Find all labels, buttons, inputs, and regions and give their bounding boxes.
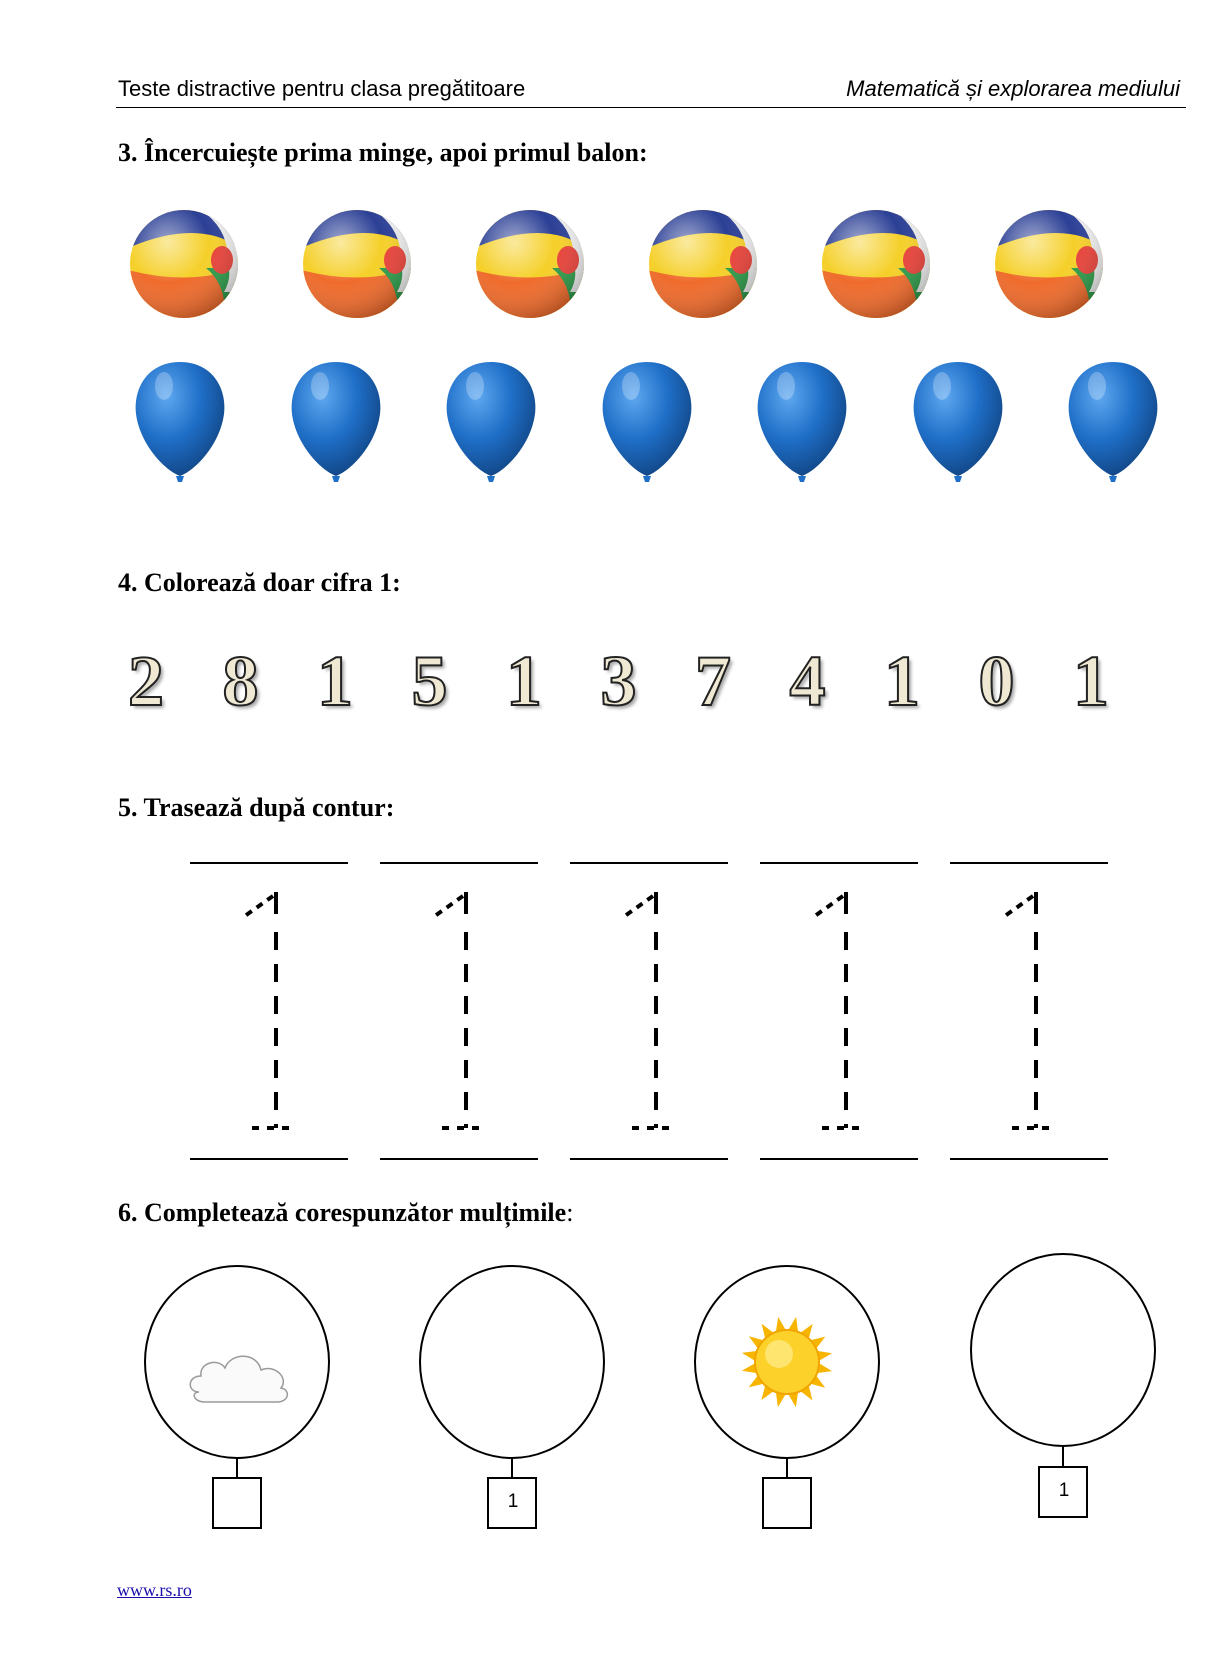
balloon-icon[interactable] [286, 358, 386, 493]
task4-title: 4. Colorează doar cifra 1: [118, 568, 401, 597]
trace-top-line [570, 862, 728, 864]
trace-bottom-line [760, 1158, 918, 1160]
set-diagram [418, 1264, 608, 1537]
trace-top-line [190, 862, 348, 864]
task5-title: 5. Trasează după contur: [118, 793, 395, 822]
dotted-one-icon[interactable] [810, 888, 870, 1143]
balloon-icon[interactable] [597, 358, 697, 493]
trace-top-line [950, 862, 1108, 864]
trace-top-line [760, 862, 918, 864]
set-diagram [693, 1264, 883, 1537]
trace-top-line [380, 862, 538, 864]
balloon-icon[interactable] [130, 358, 230, 493]
trace-bottom-line [190, 1158, 348, 1160]
set-count-box[interactable]: 1 [1058, 1480, 1070, 1501]
beach-ball-icon[interactable] [993, 208, 1105, 325]
dotted-one-icon[interactable] [430, 888, 490, 1143]
trace-bottom-line [950, 1158, 1108, 1160]
task6-title [118, 1198, 573, 1228]
beach-ball-icon[interactable] [474, 208, 586, 325]
trace-bottom-line [380, 1158, 538, 1160]
beach-ball-icon[interactable] [128, 208, 240, 325]
set-count-box[interactable]: 1 [507, 1491, 519, 1512]
digit-7[interactable]: 7 [695, 641, 731, 721]
dotted-one-icon[interactable] [620, 888, 680, 1143]
balloon-icon[interactable] [752, 358, 852, 493]
digit-4[interactable]: 4 [789, 641, 826, 721]
digit-5[interactable]: 5 [411, 641, 448, 721]
set-diagram [143, 1264, 333, 1537]
digit-1[interactable]: 1 [1073, 641, 1109, 721]
balloon-icon[interactable] [441, 358, 541, 493]
beach-ball-icon[interactable] [301, 208, 413, 325]
beach-ball-icon[interactable] [647, 208, 759, 325]
header-divider [116, 107, 1186, 108]
task6-title-rest: : [566, 1198, 574, 1227]
balloon-icon[interactable] [1063, 358, 1163, 493]
trace-bottom-line [570, 1158, 728, 1160]
header-right: Matematică și explorarea mediului [846, 76, 1180, 101]
digit-1[interactable]: 1 [317, 641, 353, 721]
set-diagram [969, 1252, 1159, 1526]
task3-title: 3. Încercuiește prima minge, apoi primul balon: [118, 138, 648, 167]
footer-link[interactable]: www.rs.ro [117, 1580, 192, 1600]
beach-ball-icon[interactable] [820, 208, 932, 325]
header-left: Teste distractive pentru clasa pregătitoare [118, 76, 526, 101]
digit-0[interactable]: 0 [978, 641, 1015, 721]
task6-title-bold: 6. Completează corespunzător mulțimile [118, 1198, 567, 1227]
digit-3[interactable]: 3 [600, 641, 637, 721]
digit-2[interactable]: 2 [128, 641, 164, 721]
digit-1[interactable]: 1 [884, 641, 920, 721]
digit-1[interactable]: 1 [506, 641, 542, 721]
dotted-one-icon[interactable] [1000, 888, 1060, 1143]
dotted-one-icon[interactable] [240, 888, 300, 1143]
digit-8[interactable]: 8 [222, 641, 259, 721]
balloon-icon[interactable] [908, 358, 1008, 493]
